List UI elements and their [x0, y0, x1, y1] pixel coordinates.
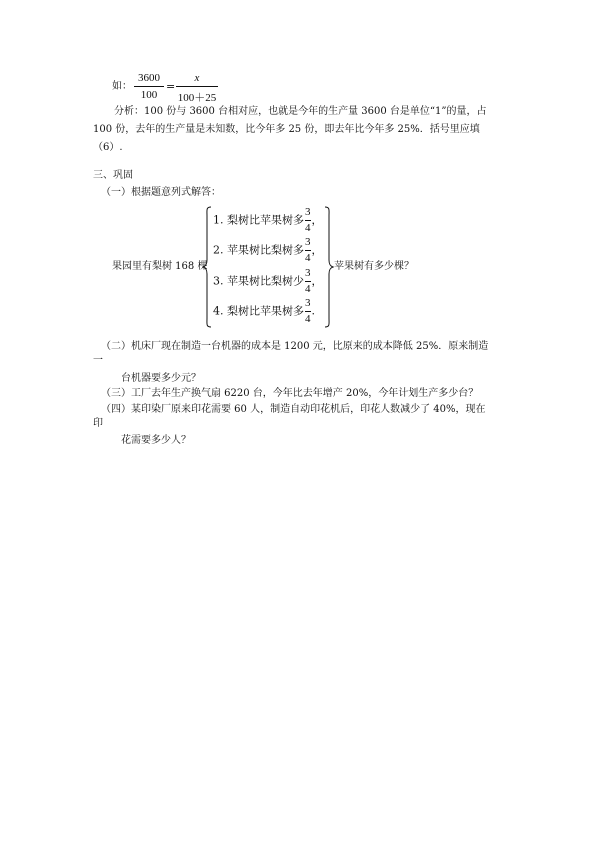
brace-prefix: 果园里有梨树 168 棵 [112, 261, 208, 272]
question-2-line-1: （二）机床厂现在制造一台机器的成本是 1200 元，比原来的成本降低 25%．原来制造 [101, 341, 489, 352]
analysis-line-1: 分析：100 份与 3600 台相对应，也就是今年的生产量 3600 台是单位“1”的量，占 [114, 106, 487, 117]
question-2-line-2: 一 [93, 355, 103, 366]
condition-item-1: 1. 梨树比苹果树多 $\frac{3}{4}$ ， [213, 206, 323, 234]
analysis-line-3: （6）. [93, 142, 123, 153]
analysis-line-2: 100 份，去年的生产量是未知数，比今年多 25 份，即去年比今年多 25%．括号里应填 [93, 124, 480, 135]
question-4-line-2: 印 [93, 418, 103, 429]
condition-item-3: 3. 苹果树比梨树少 $\frac{3}{4}$ ， [213, 267, 323, 295]
equals-sign: = [166, 80, 176, 93]
right-numerator: x [194, 72, 200, 84]
right-fraction [176, 72, 218, 105]
condition-item-4: 4. 梨树比苹果树多 $\frac{3}{4}$ . [213, 297, 315, 325]
subsection-1-heading: （一）根据题意列式解答： [101, 187, 221, 198]
left-numerator: 3600 [138, 72, 160, 84]
right-brace [324, 206, 334, 328]
question-4-line-1: （四）某印染厂原来印花需要 60 人，制造自动印花机后，印花人数减少了 40%，现在 [101, 404, 486, 415]
question-4-line-3: 花需要多少人？ [121, 435, 191, 446]
brace-suffix: 苹果树有多少棵？ [334, 261, 414, 272]
section-title: 三、巩固 [93, 170, 133, 181]
left-denominator: 100 [140, 89, 158, 101]
left-fraction [134, 72, 164, 101]
condition-item-2: 2. 苹果树比梨树多 $\frac{3}{4}$ ， [213, 236, 323, 264]
example-label: 如： [112, 81, 132, 92]
question-3: （三）工厂去年生产换气扇 6220 台，今年比去年增产 20%，今年计划生产多少台？ [101, 388, 479, 399]
question-2-line-3: 台机器要多少元？ [121, 373, 201, 384]
right-denominator: 100＋25 [177, 92, 217, 104]
left-brace [202, 206, 212, 328]
